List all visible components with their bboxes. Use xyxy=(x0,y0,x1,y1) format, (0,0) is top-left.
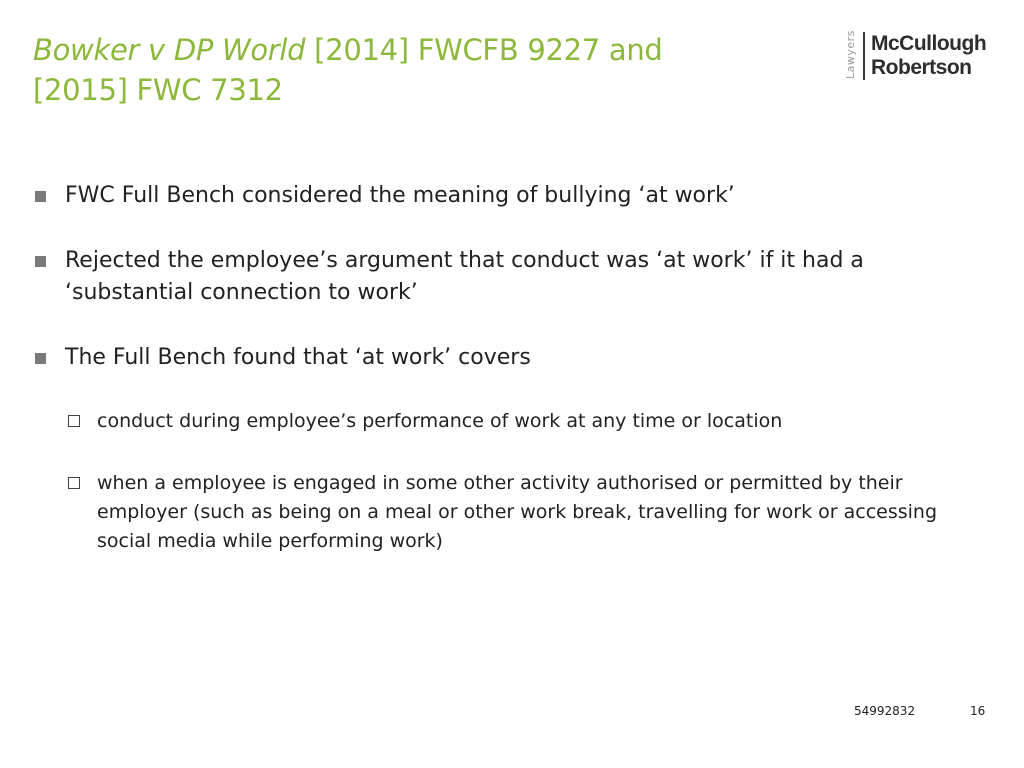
case-name: Bowker v DP World xyxy=(33,33,306,67)
hollow-square-bullet-icon xyxy=(68,415,80,427)
slide-title xyxy=(33,30,693,110)
bullet-item xyxy=(33,180,993,212)
bullet-item xyxy=(33,342,993,374)
sub-bullet-item xyxy=(66,407,993,436)
bullet-text: Rejected the employee’s argument that conduct was ‘at work’ if it had a ‘substantial connection to work’ xyxy=(65,248,864,305)
logo-line-1: McCullough xyxy=(871,32,987,55)
logo-lawyers-tag: Lawyers xyxy=(844,30,857,79)
square-bullet-icon xyxy=(35,353,46,364)
bullet-text: FWC Full Bench considered the meaning of bullying ‘at work’ xyxy=(65,183,735,208)
sub-bullet-text: when a employee is engaged in some other activity authorised or permitted by their employer (such as being on a meal or other work break, travelling for work or accessing social media while performing work) xyxy=(97,472,938,552)
slide-body xyxy=(33,180,993,589)
page-number: 16 xyxy=(970,704,986,718)
square-bullet-icon xyxy=(35,256,46,267)
logo-divider xyxy=(863,32,865,80)
bullet-text: The Full Bench found that ‘at work’ covers xyxy=(65,345,531,370)
document-reference: 54992832 xyxy=(854,704,916,718)
logo-line-2: Robertson xyxy=(871,56,972,79)
hollow-square-bullet-icon xyxy=(68,477,80,489)
sub-bullet-text: conduct during employee’s performance of work at any time or location xyxy=(97,410,783,432)
sub-bullet-item xyxy=(66,469,993,556)
bullet-item xyxy=(33,245,993,309)
square-bullet-icon xyxy=(35,191,46,202)
firm-logo xyxy=(842,30,992,82)
case-citation: [2014] FWCFB 9227 and [2015] FWC 7312 xyxy=(33,33,663,107)
